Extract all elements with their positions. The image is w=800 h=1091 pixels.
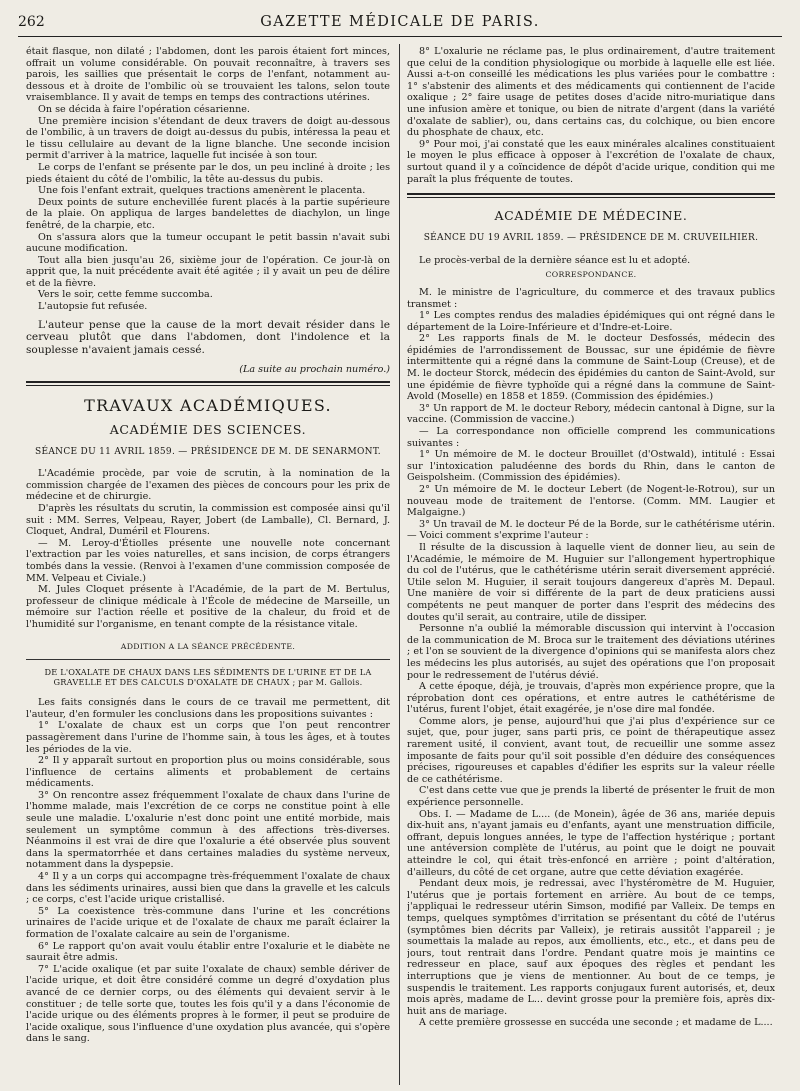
paragraph: Vers le soir, cette femme succomba. [38,289,213,301]
paragraph: Il résulte de la discussion à laquelle vient de donner lieu, au sein de l'Académie, le mémoire de M. Huguier sur l'allongement hypertrophique du col de l'utérus, que le cathétérisme utérin serait diversement apprécié. Utile selon M. Huguier, il serait toujours dangereux d'après M. Depaul. Une manière de voir si différente de la part de deux praticiens aussi compétents ne peut manquer de porter dans l'esprit des médecins des doutes qu'il serait, au contraire, utile de dissiper. [407,541,775,623]
paragraph: 5° La coexistence très-commune dans l'urine et les concrétions urinaires de l'acide urique et de l'oxalate de chaux me paraît éclairer la formation de l'oxalate calcaire au sein de l'organisme. [26,905,390,941]
divider [26,659,390,660]
paragraph: Comme alors, je pense, aujourd'hui que j'ai plus d'expérience sur ce sujet, que, pour juger, sans parti pris, ce point de thérapeutique assez rarement usité, il convient, avant tout, de recueillir une somme assez imposante de faits pour qu'il soit possible d'en déduire des conséquences précises, rigoureuses et capables d'édifier les esprits sur la valeur réelle de ce cathétérisme. [407,715,775,785]
paragraph: Le procès-verbal de la dernière séance est lu et adopté. [419,254,691,266]
paragraph: 1° Un mémoire de M. le docteur Brouillet (d'Ostwald), intitulé : Essai sur l'intoxication paludéenne des bords du Rhin, dans le canton de Geispolsheim. (Commission des épidémies). [407,449,775,484]
paragraph: 2° Les rapports finals de M. le docteur Desfossés, médecin des épidémies de l'arrondissement de Boussac, sur une épidémie de fièvre intermittente qui a régné dans la commune de Saint-Loup (Creuse), et de M. le docteur Storck, médecin des épidémies du canton de Saint-Avold, sur une épidémie de fièvre typhoïde qui a régné dans la commune de Saint-Avold (Moselle) en 1858 et 1859. (Commission des épidémies.) [407,333,775,403]
paragraph: Deux points de suture enchevillée furent placés à la partie supérieure de la plaie. On appliqua de larges bandelettes de diachylon, un linge fenêtré, de la charpie, etc. [26,196,390,231]
academy-title: ACADÉMIE DES SCIENCES. [109,421,307,437]
paragraph: L'Académie procède, par voie de scrutin, à la nomination de la commission chargée de l'examen des pièces de concours pour les prix de médecine et de chirurgie. [26,468,390,503]
paragraph: 2° Un mémoire de M. le docteur Lebert (de Nogent-le-Rotrou), sur un nouveau mode de traitement de l'entorse. (Comm. MM. Laugier et Malgaigne.) [407,484,775,519]
section-divider [26,381,390,386]
paragraph: Le corps de l'enfant se présente par le dos, un peu incliné à droite ; les pieds étaient du côté de l'ombilic, la tête au-dessus du pubis. [26,161,390,185]
paragraph: 2° Il y apparaît surtout en proportion plus ou moins considérable, sous l'influence de certains aliments et probablement de certains médicaments. [26,755,390,790]
paragraph: On s'assura alors que la tumeur occupant le petit bassin n'avait subi aucune modification. [26,231,390,255]
paragraph: L'autopsie fut refusée. [38,301,148,313]
paragraph: Obs. I. — Madame de L.... (de Monein), âgée de 36 ans, mariée depuis dix-huit ans, n'ayant jamais eu d'enfants, ayant une menstruation difficile, offrant, depuis longues années, le type de l'affection hystérique ; portant une antéversion complète de l'utérus, au point que le doigt ne pouvait atteindre le col, qui était très-enfoncé en arrière ; point d'altération, d'ailleurs, du côté de cet organe, autre que cette déviation exagérée. [407,808,775,878]
paragraph: Pendant deux mois, je redressai, avec l'hystéromètre de M. Huguier, l'utérus que je portais fortement en arrière. Au bout de ce temps, j'appliquai le redresseur utérin Simson, modifié par Valleix. De temps en temps, quelques symptômes d'irritation se présentant du côté de l'utérus (symptômes bien décrits par Valleix), je retirais aussitôt l'appareil ; je soumettais la malade au repos, aux émollients, etc., etc., et dans peu de jours, tout rentrait dans l'ordre. Pendant quatre mois je maintins ce redresseur en place, sauf aux époques des règles et pendant les interruptions que je viens de mentionner. Au bout de ce temps, je suspendis le traitement. Les rapports conjugaux furent autorisés, et, deux mois après, madame de L... devint grosse pour la première fois, après dix-huit ans de mariage. [407,878,775,1017]
paragraph: 3° On rencontre assez fréquemment l'oxalate de chaux dans l'urine de l'homme malade, mais l'excrétion de ce corps ne constitue point à elle seule une maladie. L'oxalurie n'est donc point une entité morbide, mais seulement un symptôme commun à des affections très-diverses. Néanmoins il est vrai de dire que l'oxalurie a été observée plus souvent dans la spermatorrhée et dans certaines maladies du système nerveux, notamment dans la dyspepsie. [26,789,390,871]
paragraph: Une première incision s'étendant de deux travers de doigt au-dessous de l'ombilic, à un travers de doigt au-dessus du pubis, intéressa la peau et le tissu cellulaire au devant de la ligne blanche. Une seconde incision permit d'arriver à la matrice, laquelle fut incisée à son tour. [26,115,390,162]
paragraph: Une fois l'enfant extrait, quelques tractions amenèrent le placenta. [38,185,366,197]
paragraph: 9° Pour moi, j'ai constaté que les eaux minérales alcalines constituaient le moyen le plus efficace à opposer à l'excrétion de l'oxalate de chaux, surtout quand il y a coïncidence de dépôt d'acide urique, condition qui me paraît la plus fréquente de toutes. [407,138,775,185]
column-divider [399,44,400,1085]
page-number: 262 [18,14,45,30]
subsection-title: CORRESPONDANCE. [545,270,637,280]
paragraph: — M. Leroy-d'Étiolles présente une nouvelle note concernant l'extraction par les voies naturelles, et sans incision, de corps étrangers tombés dans la vessie. (Renvoi à l'examen d'une commission composée de MM. Velpeau et Civiale.) [26,537,390,584]
paragraph: L'auteur pense que la cause de la mort devait résider dans le cerveau plutôt que dans l'abdomen, dont l'indolence et la souplesse n'avaient jamais cessé. [26,318,390,357]
article-title: DE L'OXALATE DE CHAUX DANS LES SÉDIMENTS DE L'URINE ET DE LA GRAVELLE ET DES CALCULS D'OXALATE DE CHAUX ; par M. Gallois. [44,667,372,688]
section-divider [407,193,775,198]
paragraph: 6° Le rapport qu'on avait voulu établir entre l'oxalurie et le diabète ne saurait être admis. [26,940,390,964]
paragraph: A cette première grossesse en succéda une seconde ; et madame de L.... [419,1017,773,1029]
paragraph: Personne n'a oublié la mémorable discussion qui intervint à l'occasion de la communication de M. Broca sur le traitement des déviations utérines ; et l'on se souvient de la divergence d'opinions qui se manifesta alors chez les médecins les plus autorisés, au sujet des opérations que l'on proposait pour le redressement de l'utérus dévié. [407,623,775,681]
paragraph: 4° Il y a un corps qui accompagne très-fréquemment l'oxalate de chaux dans les sédiments urinaires, aussi bien que dans la gravelle et les calculs ; ce corps, c'est l'acide urique cristallisé. [26,871,390,906]
continuation-note: (La suite au prochain numéro.) [239,364,390,376]
paragraph: 7° L'acide oxalique (et par suite l'oxalate de chaux) semble dériver de l'acide urique, et doit être considéré comme un degré d'oxydation plus avancé de ce dernier corps, ou des éléments qui devaient servir à le constituer ; de telle sorte que, toutes les fois qu'il y a dans l'économie de l'acide urique ou des éléments propres à le former, il peut se produire de l'acide oxalique, sous l'influence d'une oxydation plus avancée, qui s'opère dans le sang. [26,963,390,1045]
journal-title: GAZETTE MÉDICALE DE PARIS. [260,14,540,30]
paragraph: D'après les résultats du scrutin, la commission est composée ainsi qu'il suit : MM. Serres, Velpeau, Rayer, Jobert (de Lamballe), Cl. Bernard, J. Cloquet, Andral, Duméril et Flourens. [26,503,390,538]
right-column [407,46,775,1086]
paragraph: 3° Un rapport de M. le docteur Rebory, médecin cantonal à Digne, sur la vaccine. (Commission de vaccine.) [407,402,775,426]
paragraph: — La correspondance non officielle comprend les communications suivantes : [407,426,775,449]
paragraph: A cette époque, déjà, je trouvais, d'après mon expérience propre, que la réprobation dont ces opérations, et entre autres le cathétérisme de l'utérus, furent l'objet, était exagérée, je n'ose dire mal fondée. [407,681,775,716]
paragraph: M. Jules Cloquet présente à l'Académie, de la part de M. Bertulus, professeur de clinique médicale à l'École de médecine de Marseille, un mémoire sur l'action réelle et positive de la chaleur, du froid et de l'humidité sur l'organisme, en tenant compte de la résistance vitale. [26,584,390,630]
paragraph: 8° L'oxalurie ne réclame pas, le plus ordinairement, d'autre traitement que celui de la condition physiologique ou morbide à laquelle elle est liée. Aussi a-t-on conseillé les médications les plus variées pour le combattre : 1° s'abstenir des aliments et des médicaments qui contiennent de l'acide oxalique ; 2° faire usage de petites doses d'acide nitro-muriatique dans une infusion amère et tonique, ou bien de nitrate d'argent (dans la variété d'oxalate de sablier), ou, dans certains cas, du colchique, ou bien encore du phosphate de chaux, etc. [407,46,775,139]
paragraph: C'est dans cette vue que je prends la liberté de présenter le fruit de mon expérience personnelle. [407,785,775,809]
paragraph: était flasque, non dilaté ; l'abdomen, dont les parois étaient fort minces, offrait un volume considérable. On pouvait reconnaître, à travers ses parois, les saillies que présentait le corps de l'enfant, notamment au-dessous et à droite de l'ombilic où se trouvaient les talons, selon toute vraisemblance. Il y avait de temps en temps des contractions utérines. [26,46,390,104]
page-header [18,10,782,37]
paragraph: M. le ministre de l'agriculture, du commerce et des travaux publics transmet : [407,286,775,310]
academy-title: ACADÉMIE DE MÉDECINE. [494,208,688,224]
paragraph: Les faits consignés dans le cours de ce travail me permettent, dit l'auteur, d'en formuler les conclusions dans les propositions suivantes : [26,697,390,720]
paragraph: 1° Les comptes rendus des maladies épidémiques qui ont régné dans le département de la Loire-Inférieure et d'Indre-et-Loire. [407,310,775,333]
paragraph: On se décida à faire l'opération césarienne. [38,103,250,115]
session-line: SÉANCE DU 11 AVRIL 1859. — PRÉSIDENCE DE M. DE SENARMONT. [35,446,381,457]
paragraph: 1° L'oxalate de chaux est un corps que l'on peut rencontrer passagèrement dans l'urine de l'homme sain, à tous les âges, et à toutes les périodes de la vie. [26,720,390,755]
paragraph: Tout alla bien jusqu'au 26, sixième jour de l'opération. Ce jour-là on apprit que, la nuit précédente avait été agitée ; il y avait un peu de délire et de la fièvre. [26,254,390,289]
paragraph: 3° Un travail de M. le docteur Pé de la Borde, sur le cathétérisme utérin. — Voici comment s'exprime l'auteur : [407,518,775,542]
session-line: SÉANCE DU 19 AVRIL 1859. — PRÉSIDENCE DE M. CRUVEILHIER. [423,233,759,244]
section-title: TRAVAUX ACADÉMIQUES. [84,395,332,415]
left-column [26,46,390,1086]
subsection-title: ADDITION A LA SÉANCE PRÉCÉDENTE. [120,641,296,651]
